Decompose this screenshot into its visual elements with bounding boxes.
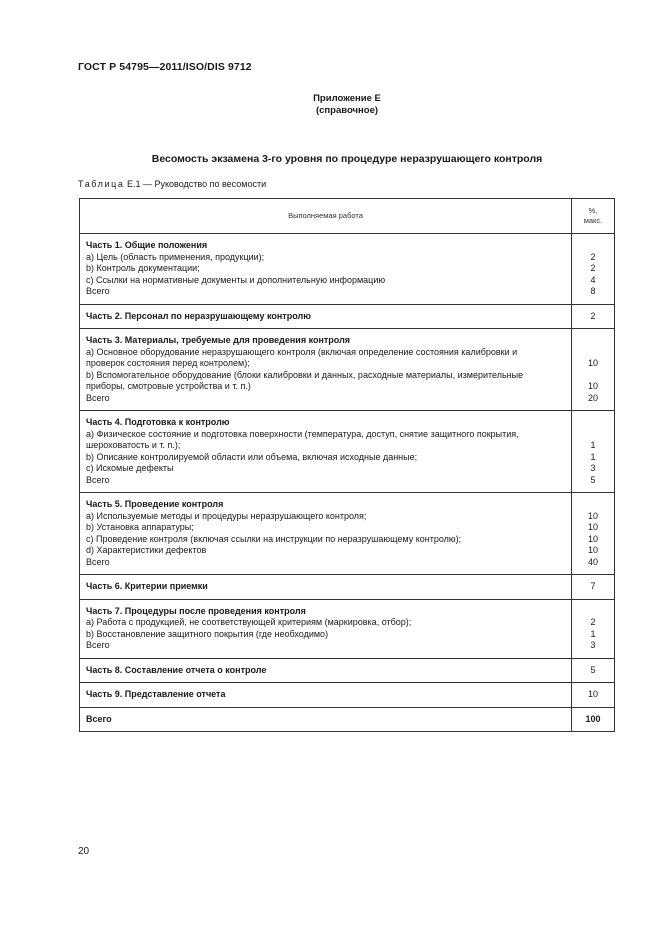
part3-value-b: 10 — [587, 381, 598, 391]
header-work: Выполняемая работа — [80, 199, 572, 234]
table-header-row — [80, 199, 615, 234]
part7-value-a: 2 — [590, 617, 596, 627]
part2-percent — [572, 304, 615, 329]
part5-title: Часть 5. Проведение контроля — [86, 499, 224, 509]
part9-value: 10 — [587, 689, 598, 699]
total-work — [80, 707, 572, 732]
part5-value-c: 10 — [587, 533, 598, 544]
table-row-part1 — [80, 234, 615, 305]
section-heading: Весомость экзамена 3-го уровня по процедуре неразрушающего контроля — [151, 153, 543, 165]
part4-value-c: 3 — [590, 463, 596, 473]
part8-work — [80, 658, 572, 683]
part4-total-label: Всего — [86, 474, 110, 485]
table-row-part7 — [80, 599, 615, 658]
part7-total-label: Всего — [86, 640, 110, 650]
header-percent-max: макс. — [583, 216, 603, 225]
part5-value-d: 10 — [587, 545, 598, 555]
part3-percent — [572, 329, 615, 411]
part9-work — [80, 683, 572, 708]
part5-value-a: 10 — [587, 510, 598, 521]
part5-line-a: a) Используемые методы и процедуры неразрушающего контроля; — [86, 510, 367, 521]
part7-percent — [572, 599, 615, 658]
part7-line-a: a) Работа с продукцией, не соответствующей критериям (маркировка, отбор); — [86, 617, 412, 627]
part6-title: Часть 6. Критерии приемки — [86, 581, 208, 591]
annex-heading — [0, 93, 661, 116]
part4-line-a2: шероховатость и т. п.); — [86, 440, 181, 450]
part2-value: 2 — [590, 310, 596, 321]
part7-line-b: b) Восстановление защитного покрытия (где необходимо) — [86, 628, 329, 639]
part5-line-c: c) Проведение контроля (включая ссылки на инструкции по неразрушающему контролю); — [86, 533, 462, 544]
part5-line-d: d) Характеристики дефектов — [86, 545, 207, 555]
part5-percent — [572, 493, 615, 575]
part1-line-c: c) Ссылки на нормативные документы и дополнительную информацию — [86, 274, 386, 285]
part6-percent — [572, 575, 615, 600]
part7-work — [80, 599, 572, 658]
part7-title: Часть 7. Процедуры после проведения контроля — [86, 605, 306, 616]
total-value: 100 — [585, 713, 601, 724]
part6-work — [80, 575, 572, 600]
part6-value: 7 — [590, 581, 596, 591]
part3-line-b2: приборы, смотровые устройства и т. п.) — [86, 381, 251, 391]
part4-title: Часть 4. Подготовка к контролю — [86, 417, 230, 427]
header-percent — [572, 199, 615, 234]
part8-percent — [572, 658, 615, 683]
part1-line-a: a) Цель (область применения, продукции); — [86, 251, 265, 262]
part5-line-b: b) Установка аппаратуры; — [86, 522, 194, 532]
part2-title: Часть 2. Персонал по неразрушающему контролю — [86, 310, 311, 321]
part1-value-b: 2 — [590, 263, 596, 273]
part3-value-a: 10 — [587, 358, 598, 368]
table-row-part6 — [80, 575, 615, 600]
part7-value-total: 3 — [590, 640, 596, 650]
part5-work — [80, 493, 572, 575]
part1-value-c: 4 — [590, 274, 596, 285]
total-title: Всего — [86, 713, 112, 724]
part4-line-a1: a) Физическое состояние и подготовка поверхности (температура, доступ, снятие защитного покрытия, — [86, 428, 519, 439]
part1-percent — [572, 234, 615, 305]
part4-percent — [572, 411, 615, 493]
part8-title: Часть 8. Составление отчета о контроле — [86, 664, 267, 675]
standard-title: ГОСТ Р 54795—2011/ISO/DIS 9712 — [78, 61, 252, 73]
part4-work — [80, 411, 572, 493]
part4-line-b: b) Описание контролируемой области или объема, включая исходные данные; — [86, 451, 418, 462]
table-row-part8 — [80, 658, 615, 683]
part7-value-b: 1 — [590, 628, 596, 639]
table-caption-text: Е.1 — Руководство по весомости — [124, 179, 267, 189]
part9-title: Часть 9. Представление отчета — [86, 689, 226, 699]
table-row-part9 — [80, 683, 615, 708]
weights-table — [79, 198, 615, 732]
part5-total-label: Всего — [86, 556, 110, 567]
part4-value-a: 1 — [590, 440, 596, 450]
part9-percent — [572, 683, 615, 708]
part5-value-total: 40 — [587, 556, 598, 567]
part1-title: Часть 1. Общие положения — [86, 240, 208, 250]
table-row-part3 — [80, 329, 615, 411]
part3-line-b1: b) Вспомогательное оборудование (блоки калибровки и данных, расходные материалы, измерительные — [86, 369, 524, 380]
part4-value-b: 1 — [590, 451, 596, 462]
table-row-part2 — [80, 304, 615, 329]
part2-work — [80, 304, 572, 329]
page-number: 20 — [78, 846, 90, 857]
part3-title: Часть 3. Материалы, требуемые для проведения контроля — [86, 335, 351, 345]
part4-line-c: c) Искомые дефекты — [86, 463, 174, 473]
part1-total-label: Всего — [86, 286, 110, 296]
total-percent — [572, 707, 615, 732]
part4-value-total: 5 — [590, 474, 596, 485]
part3-line-a1: a) Основное оборудование неразрушающего контроля (включая определение состояния калибровки и — [86, 346, 518, 357]
table-row-part5 — [80, 493, 615, 575]
table-row-total — [80, 707, 615, 732]
annex-note: (справочное) — [315, 104, 379, 116]
annex-title: Приложение Е — [313, 93, 381, 104]
part1-work — [80, 234, 572, 305]
table-row-part4 — [80, 411, 615, 493]
part1-value-total: 8 — [590, 286, 596, 296]
part3-work — [80, 329, 572, 411]
part3-total-label: Всего — [86, 392, 110, 403]
part1-value-a: 2 — [590, 251, 596, 262]
table-caption-label: Таблица — [78, 179, 125, 189]
part8-value: 5 — [590, 664, 596, 675]
part1-line-b: b) Контроль документации; — [86, 263, 200, 273]
part5-value-b: 10 — [587, 522, 598, 532]
header-percent-sign: %, — [588, 206, 598, 215]
part3-value-total: 20 — [587, 392, 598, 403]
table-caption — [78, 179, 266, 189]
part3-line-a2: проверок состояния перед контролем); — [86, 358, 250, 368]
